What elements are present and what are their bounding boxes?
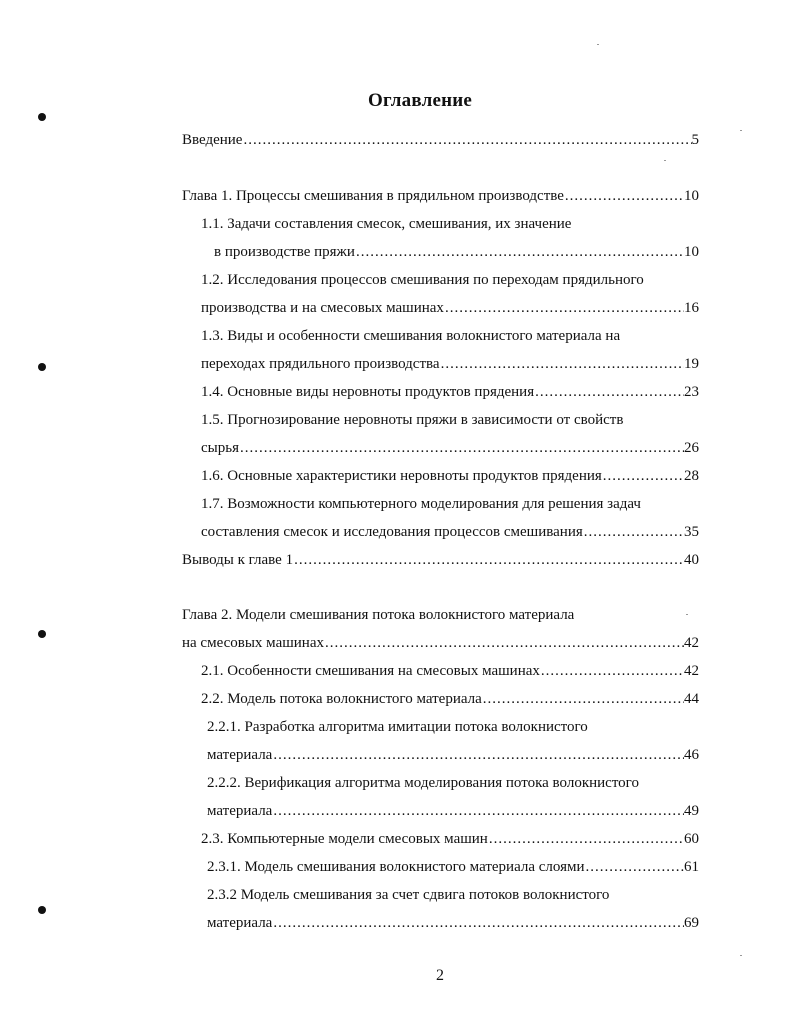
toc-entry: 1.3. Виды и особенности смешивания волокнистого материала на: [201, 328, 621, 344]
toc-entry: 1.2. Исследования процессов смешивания по переходам прядильного: [201, 272, 644, 288]
page-title: Оглавление: [367, 90, 473, 111]
toc-entry: Глава 1. Процессы смешивания в прядильном производстве ..... 10: [182, 187, 699, 205]
toc-entry: материала ..... 46: [207, 746, 699, 764]
scan-speck: [664, 160, 666, 161]
toc-entry: 2.2.1. Разработка алгоритма имитации потока волокнистого: [207, 719, 588, 735]
toc-entry: производства и на смесовых машинах ..... 16: [201, 299, 699, 317]
toc-entry: 1.7. Возможности компьютерного моделирования для решения задач: [201, 496, 641, 512]
toc-entry: 2.1. Особенности смешивания на смесовых машинах ..... 42: [201, 662, 699, 680]
toc-entry: 2.3.1. Модель смешивания волокнистого материала слоями ..... 61: [207, 858, 699, 876]
margin-dot: [38, 630, 46, 638]
scan-speck: [686, 614, 688, 615]
page-number: 2: [436, 967, 444, 984]
toc-entry: 2.2. Модель потока волокнистого материала ..... 44: [201, 690, 699, 708]
toc-entry: составления смесок и исследования процессов смешивания ..... 35: [201, 523, 699, 541]
toc-entry: 2.2.2. Верификация алгоритма моделирования потока волокнистого: [207, 775, 639, 791]
toc-entry: Глава 2. Модели смешивания потока волокнистого материала: [182, 607, 575, 623]
scan-speck: [740, 955, 742, 956]
toc-entry: материала ..... 49: [207, 802, 699, 820]
toc-entry: сырья ..... 26: [201, 439, 699, 457]
toc-entry: материала ..... 69: [207, 914, 699, 932]
toc-entry: Выводы к главе 1 ..... 40: [182, 551, 699, 569]
toc-entry: 2.3. Компьютерные модели смесовых машин ..... 60: [201, 830, 699, 848]
toc-entry: 1.1. Задачи составления смесок, смешивания, их значение: [201, 216, 572, 232]
scan-speck: [597, 44, 599, 45]
toc-entry: 2.3.2 Модель смешивания за счет сдвига потоков волокнистого: [207, 887, 610, 903]
toc-entry: 1.6. Основные характеристики неровноты продуктов прядения ..... 28: [201, 467, 699, 485]
toc-entry: переходах прядильного производства ..... 19: [201, 355, 699, 373]
toc-entry: на смесовых машинах ..... 42: [182, 634, 699, 652]
toc-entry: 1.4. Основные виды неровноты продуктов прядения ..... 23: [201, 383, 699, 401]
toc-entry: в производстве пряжи ..... 10: [214, 243, 699, 261]
toc-entry: Введение ..... 5: [182, 131, 699, 149]
margin-dot: [38, 113, 46, 121]
margin-dot: [38, 906, 46, 914]
toc-entry: 1.5. Прогнозирование неровноты пряжи в зависимости от свойств: [201, 412, 624, 428]
scan-speck: [740, 130, 742, 131]
margin-dot: [38, 363, 46, 371]
